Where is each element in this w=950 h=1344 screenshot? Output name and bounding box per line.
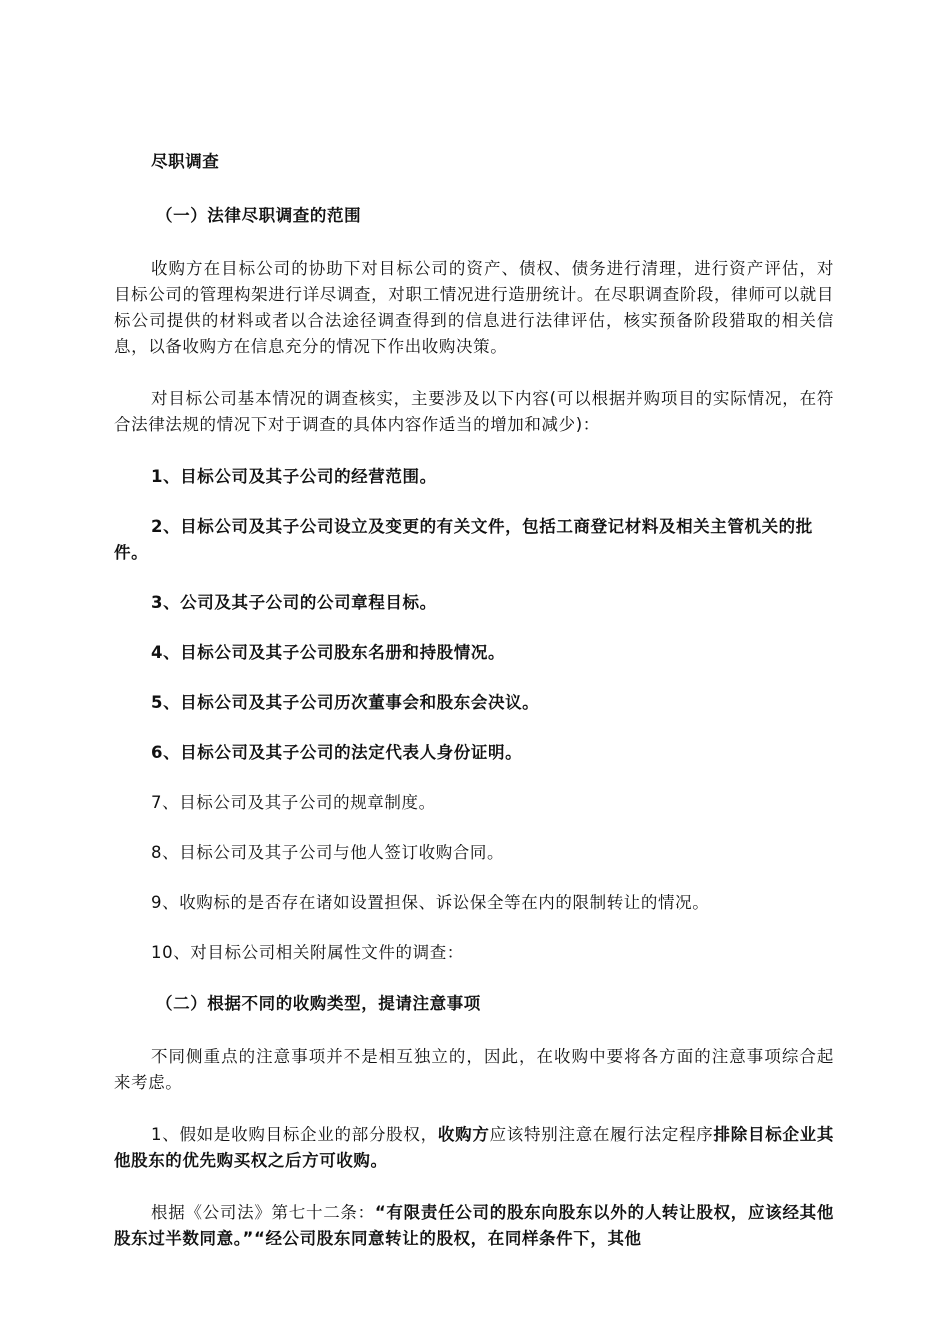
list-item-9: 9、收购标的是否存在诸如设置担保、诉讼保全等在内的限制转让的情况。	[151, 893, 710, 912]
partial-equity-text-c: 应该特别注意在履行法定程序	[489, 1125, 714, 1144]
list-item-4: 4、目标公司及其子公司股东名册和持股情况。	[151, 643, 506, 662]
list-item-3: 3、公司及其子公司的公司章程目标。	[151, 593, 437, 612]
partial-equity-text-a: 1、假如是收购目标企业的部分股权，	[151, 1125, 438, 1144]
list-item-8: 8、目标公司及其子公司与他人签订收购合同。	[151, 843, 505, 862]
company-law-text-a: 根据《公司法》第七十二条：	[151, 1203, 375, 1222]
list-item-7: 7、目标公司及其子公司的规章制度。	[151, 793, 436, 812]
paragraph-partial-equity	[114, 1122, 834, 1174]
partial-equity-text-d: 排除目标企业其他股东的优先购买权之后方可收购。	[114, 1125, 834, 1170]
paragraph-company-law	[114, 1200, 834, 1252]
document-content	[114, 148, 834, 1278]
paragraph-intro: 收购方在目标公司的协助下对目标公司的资产、债权、债务进行清理，进行资产评估，对目标公司的管理构架进行详尽调查，对职工情况进行造册统计。在尽职调查阶段，律师可以就目标公司提供的材料或者以合法途径调查得到的信息进行法律评估，核实预备阶段猎取的相关信息，以备收购方在信息充分的情况下作出收购决策。	[114, 259, 834, 356]
list-item-2: 2、目标公司及其子公司设立及变更的有关文件，包括工商登记材料及相关主管机关的批件。	[114, 517, 813, 562]
paragraph-scope: 对目标公司基本情况的调查核实，主要涉及以下内容(可以根据并购项目的实际情况，在符合法律法规的情况下对于调查的具体内容作适当的增加和减少)：	[114, 389, 834, 434]
list-item-5: 5、目标公司及其子公司历次董事会和股东会决议。	[151, 693, 540, 712]
paragraph-notes: 不同侧重点的注意事项并不是相互独立的，因此，在收购中要将各方面的注意事项综合起来考虑。	[114, 1047, 834, 1092]
section-heading-notes: （二）根据不同的收购类型，提请注意事项	[156, 994, 481, 1013]
document-title: 尽职调查	[151, 152, 220, 171]
list-item-10: 10、对目标公司相关附属性文件的调查：	[151, 943, 464, 962]
list-item-6: 6、目标公司及其子公司的法定代表人身份证明。	[151, 743, 523, 762]
section-heading-legal-scope: （一）法律尽职调查的范围	[156, 206, 362, 225]
partial-equity-text-b: 收购方	[437, 1125, 490, 1144]
list-item-1: 1、目标公司及其子公司的经营范围。	[151, 467, 437, 486]
company-law-text-b: “有限责任公司的股东向股东以外的人转让股权，应该经其他股东过半数同意。”“经公司股东同意转让的股权，在同样条件下，其他	[114, 1203, 834, 1248]
